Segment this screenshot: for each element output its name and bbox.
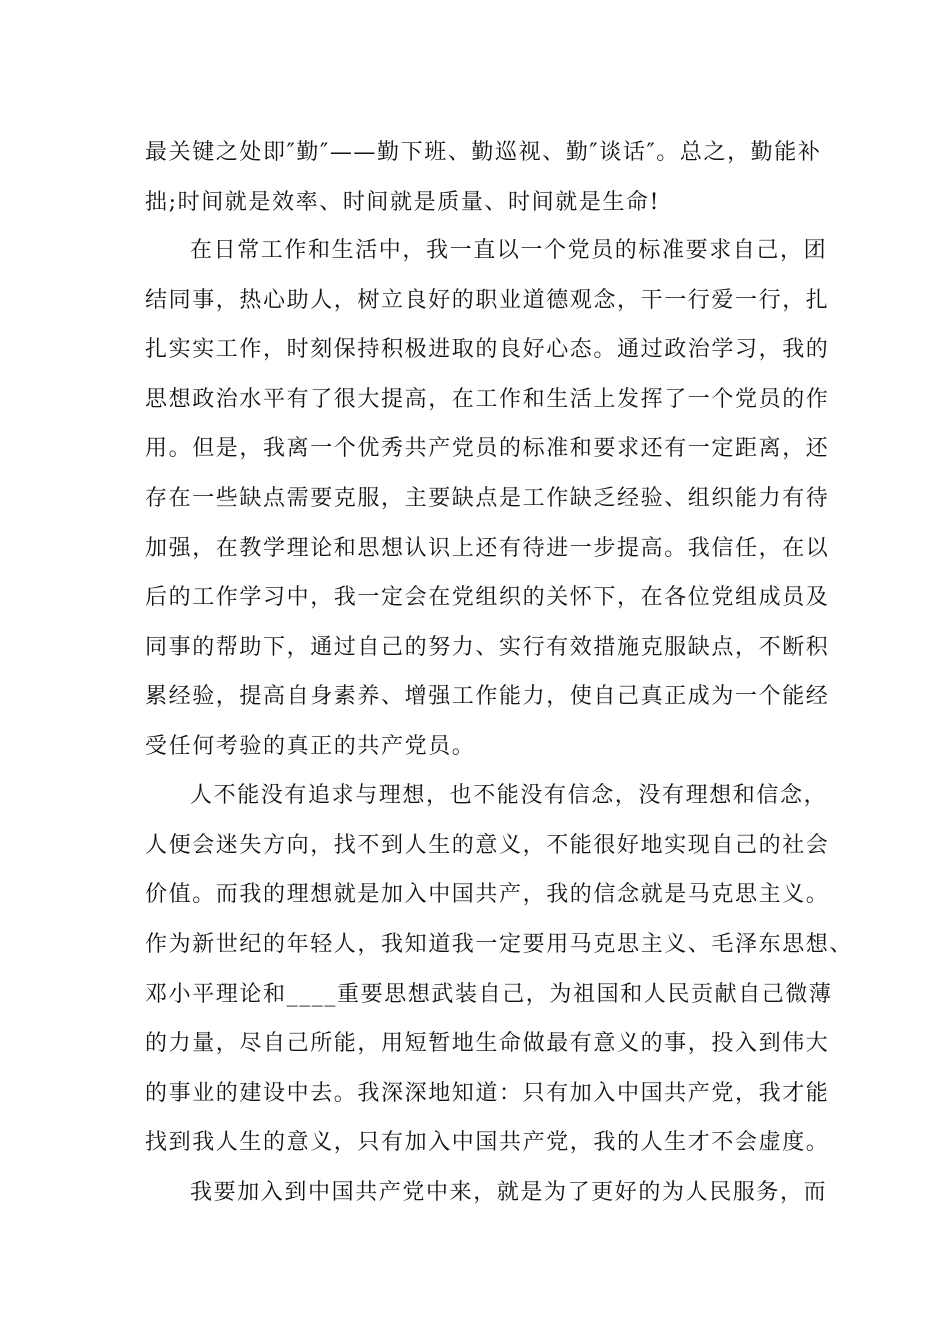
text-line: 思想政治水平有了很大提高，在工作和生活上发挥了一个党员的作 bbox=[145, 387, 830, 412]
text-line: 拙;时间就是效率、时间就是质量、时间就是生命! bbox=[145, 190, 661, 215]
text-line: 累经验，提高自身素养、增强工作能力，使自己真正成为一个能经 bbox=[145, 684, 830, 709]
paragraph-first-line: 我要加入到中国共产党中来，就是为了更好的为人民服务，而 bbox=[190, 1180, 828, 1205]
text-line: 价值。而我的理想就是加入中国共产，我的信念就是马克思主义。 bbox=[145, 882, 830, 907]
text-line: 结同事，热心助人，树立良好的职业道德观念，干一行爱一行，扎 bbox=[145, 288, 830, 313]
text-line: 后的工作学习中，我一定会在党组织的关怀下，在各位党组成员及 bbox=[145, 585, 830, 610]
text-line: 扎实实工作，时刻保持积极进取的良好心态。通过政治学习，我的 bbox=[145, 337, 830, 362]
text-line: 人便会迷失方向，找不到人生的意义，不能很好地实现自己的社会 bbox=[145, 833, 830, 858]
paragraph-first-line: 人不能没有追求与理想，也不能没有信念，没有理想和信念， bbox=[190, 783, 828, 808]
text-line: 的力量，尽自己所能，用短暂地生命做最有意义的事，投入到伟大 bbox=[145, 1031, 830, 1056]
text-line: 同事的帮助下，通过自己的努力、实行有效措施克服缺点，不断积 bbox=[145, 635, 830, 660]
text-line: 用。但是，我离一个优秀共产党员的标准和要求还有一定距离，还 bbox=[145, 436, 830, 461]
paragraph-first-line: 在日常工作和生活中，我一直以一个党员的标准要求自己，团 bbox=[190, 238, 828, 263]
text-line: 受任何考验的真正的共产党员。 bbox=[145, 734, 476, 759]
text-line: 存在一些缺点需要克服，主要缺点是工作缺乏经验、组织能力有待 bbox=[145, 486, 830, 511]
text-line: 的事业的建设中去。我深深地知道：只有加入中国共产党，我才能 bbox=[145, 1081, 830, 1106]
text-line: 作为新世纪的年轻人，我知道我一定要用马克思主义、毛泽东思想、 bbox=[145, 932, 854, 957]
text-line: 加强，在教学理论和思想认识上还有待进一步提高。我信任，在以 bbox=[145, 536, 830, 561]
text-line: 最关键之处即″勤″——勤下班、勤巡视、勤″谈话″。总之，勤能补 bbox=[145, 140, 822, 165]
text-line: 找到我人生的意义，只有加入中国共产党，我的人生才不会虚度。 bbox=[145, 1130, 830, 1155]
text-line: 邓小平理论和____重要思想武装自己，为祖国和人民贡献自己微薄 bbox=[145, 982, 833, 1007]
